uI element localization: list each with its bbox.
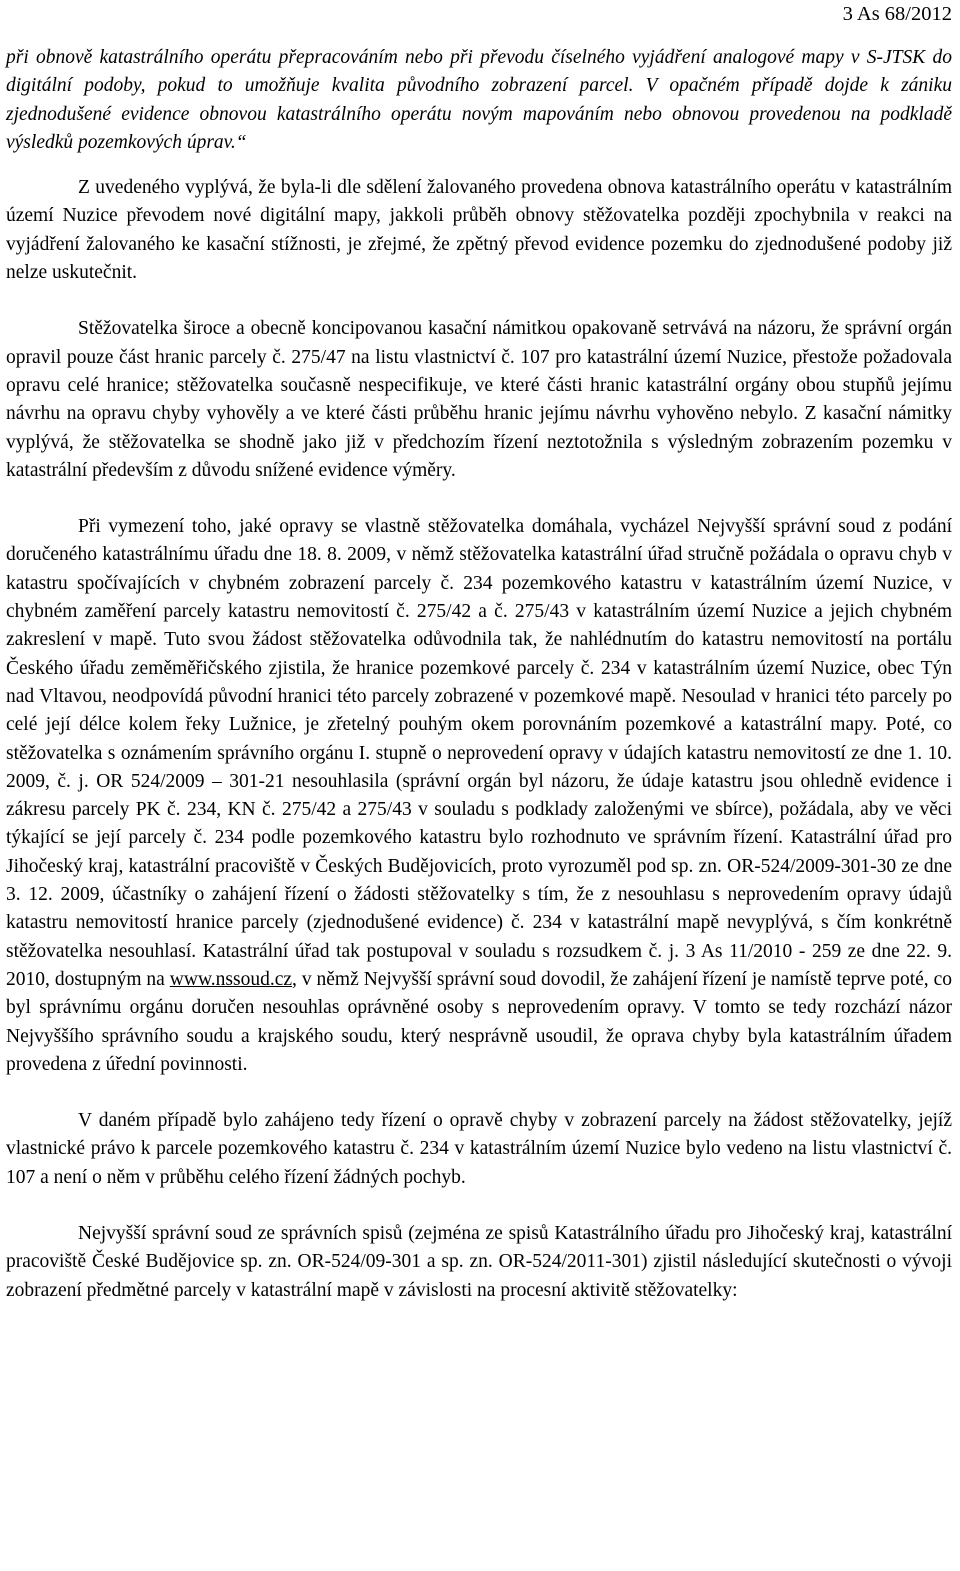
- paragraph-5: Nejvyšší správní soud ze správních spisů (zejména ze spisů Katastrálního úřadu pro Jihočeský kraj, katastrální pracoviště České Budějovice sp. zn. OR-524/09-301 a sp. zn. OR-524/2011-301) zjistil následující skutečnosti o vývoji zobrazení předmětné parcely v katastrální mapě v závislosti na procesní aktivitě stěžovatelky:: [6, 1222, 952, 1301]
- quoted-regulation-text: při obnově katastrálního operátu přepracováním nebo při převodu číselného vyjádření analogové mapy v S-JTSK do digitální podoby, pokud to umožňuje kvalita původního zobrazení parcel. V opačném případě dojde k zániku zjednodušené evidence obnovou katastrálního operátu novým mapováním nebo obnovou provedenou na podkladě výsledků pozemkových úprav.“: [6, 47, 952, 153]
- paragraph-2: Stěžovatelka široce a obecně koncipovanou kasační námitkou opakovaně setrvává na názoru, že správní orgán opravil pouze část hranic parcely č. 275/47 na listu vlastnictví č. 107 pro katastrální území Nuzice, přestože požadovala opravu celé hranice; stěžovatelka současně nespecifikuje, ve které části hranic katastrální orgány obou stupňů jejímu návrhu na opravu chyby vyhověly a ve které části průběhu hranic jejímu návrhu vyhověno nebylo. Z kasační námitky vyplývá, že stěžovatelka se shodně jako již v předchozím řízení neztotožnila s výsledným zobrazením pozemku v katastrální především z důvodu snížené evidence výměry.: [6, 318, 952, 481]
- paragraph-3-text-start: Při vymezení toho, jaké opravy se vlastně stěžovatelka domáhala, vycházel Nejvyšší správní soud z podání doručeného katastrálnímu úřadu dne 18. 8. 2009, v němž stěžovatelka katastrální úřad stručně požádala o opravu chyb v katastru spočívajících v chybném zobrazení parcely č. 234 pozemkového katastru v katastrálním území Nuzice, v chybném zaměření parcely katastru nemovitostí č. 275/42 a č. 275/43 v katastrálním území Nuzice a jejich chybném zakreslení v mapě. Tuto svou žádost stěžovatelka odůvodnila tak, že nahlédnutím do katastru nemovitostí na portálu Českého úřadu zeměměřičského zjistila, že hranice pozemkové parcely č. 234 v katastrálním území Nuzice, obec Týn nad Vltavou, neodpovídá původní hranici této parcely zobrazené v pozemkové mapě. Nesoulad v hranici této parcely po celé její délce kolem řeky Lužnice, je zřetelný pouhým okem porovnáním pozemkové a katastrální mapy. Poté, co stěžovatelka s oznámením správního orgánu I. stupně o neprovedení opravy v údajích katastru nemovitostí ze dne 1. 10. 2009, č. j. OR 524/2009 – 301-21 nesouhlasila (správní orgán byl názoru, že údaje katastru jsou ohledně evidence i zákresu parcely PK č. 234, KN č. 275/42 a 275/43 v souladu s podklady založenými ve sbírce), požádala, aby ve věci týkající se její parcely č. 234 podle pozemkového katastru bylo rozhodnuto ve správním řízení. Katastrální úřad pro Jihočeský kraj, katastrální pracoviště v Českých Budějovicích, proto vyrozuměl pod sp. zn. OR-524/2009-301-30 ze dne 3. 12. 2009, účastníky o zahájení řízení o žádosti stěžovatelky s tím, že z nesouhlasu s neprovedením opravy údajů katastru nemovitostí hranice parcely (zjednodušené evidence) č. 234 v katastrální mapě nevyplývá, s čím konkrétně stěžovatelka nesouhlasí. Katastrální úřad tak postupoval v souladu s rozsudkem č. j. 3 As 11/2010 - 259 ze dne 22. 9. 2010, dostupným na: [6, 516, 952, 990]
- paragraph-3-text-end: , v němž Nejvyšší správní soud dovodil, že zahájení řízení je namístě teprve poté, co byl správnímu orgánu doručen nesouhlas oprávněné osoby s neprovedením opravy. V tomto se tedy rozchází názor Nejvyššího správního soudu a krajského soudu, který nesprávně usoudil, že oprava chyby byla katastrálním úřadem provedena z úřední povinnosti.: [6, 968, 952, 1075]
- paragraph-3: [6, 513, 952, 1079]
- paragraph-4: V daném případě bylo zahájeno tedy řízení o opravě chyby v zobrazení parcely na žádost stěžovatelky, jejíž vlastnické právo k parcele pozemkového katastru č. 234 v katastrálním území Nuzice bylo vedeno na listu vlastnictví č. 107 a není o něm v průběhu celého řízení žádných pochyb.: [6, 1110, 952, 1188]
- paragraph-1: Z uvedeného vyplývá, že byla-li dle sdělení žalovaného provedena obnova katastrálního operátu v katastrálním území Nuzice převodem nové digitální mapy, jakkoli průběh obnovy stěžovatelka později zpochybnila v reakci na vyjádření žalovaného ke kasační stížnosti, je zřejmé, že zpětný převod evidence pozemku do zjednodušené podoby již nelze uskutečnit.: [6, 177, 952, 284]
- case-number: 3 As 68/2012: [842, 3, 952, 25]
- nssoud-link[interactable]: www.nssoud.cz: [169, 968, 293, 990]
